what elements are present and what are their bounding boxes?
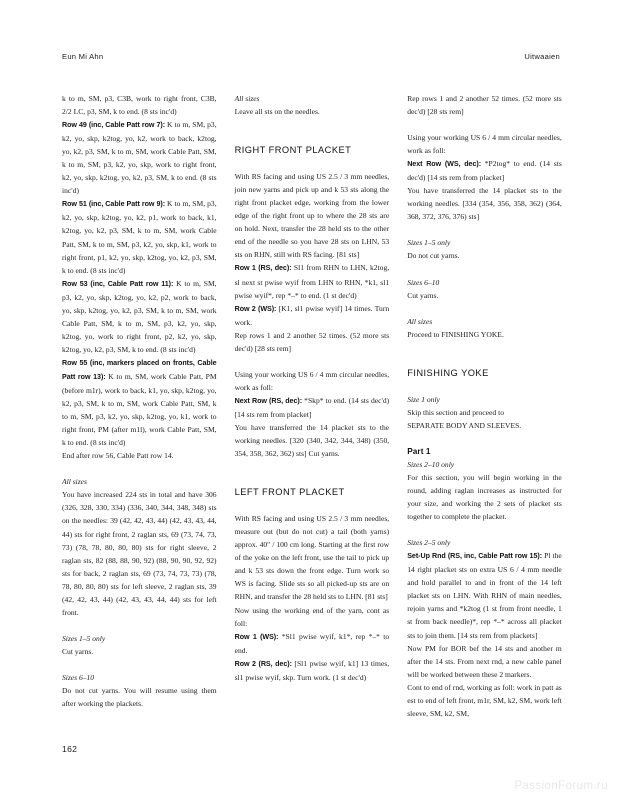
row-49-instruction <box>62 118 217 197</box>
left-placket-intro: With RS facing and using US 2.5 / 3 mm needles, measure out (but do not cut) a tail (both yarns) approx. 40" / 100 cm long. Starting at the first row of the yoke on the left front, use the tail to pick up and k 53 sts down the front edge. Turn work so WS is facing. Slide sts so all picked-up sts are on RHN, and transfer the 28 held sts to LHN. [81 sts] <box>234 514 390 602</box>
watermark: PassionForum.ru <box>514 780 608 792</box>
sizes-1-5-label: Sizes 1–5 only <box>62 633 106 643</box>
next-row-label: Next Row (WS, dec): <box>407 160 482 169</box>
page-number: 162 <box>62 744 78 754</box>
right-placket-next-row <box>235 394 390 421</box>
next-row-text: *P2tog* to end. (14 sts dec'd) [14 sts rem from placket] <box>407 159 562 183</box>
row-1-text: Sl1 from RHN to LHN, k2tog, sl next st pwise wyif from LHN to RHN, *k1, sl1 pwise wyif*, rep *–* to end. (1 st dec'd) <box>234 263 390 300</box>
right-placket-needle-note: Using your working US 6 / 4 mm circular needles, work as foll: <box>234 369 390 392</box>
left-placket-transfer-note: You have transferred the 14 placket sts to the working needles. [334 (354, 356, 358, 362) (364, 368, 372, 376, 376) sts] <box>407 186 562 222</box>
end-after-row-note: End after row 56, Cable Patt row 14. <box>62 451 174 461</box>
row-53-instruction <box>62 277 217 356</box>
next-row-label: Next Row (RS, dec): <box>234 396 303 405</box>
heading-right-front-placket: RIGHT FRONT PLACKET <box>234 145 352 156</box>
spacer <box>235 118 390 144</box>
left-placket-next-row <box>407 157 562 184</box>
left-placket-working-end-note: Now using the working end of the yarn, cont as foll: <box>234 605 390 628</box>
right-placket-row-1 <box>235 261 390 301</box>
row-55-label: Row 55 (inc, markers placed on fronts, Cable Patt row 13): <box>62 358 217 381</box>
row-55-text: K to m, SM, work Cable Patt, PM (before m1r), work to back, k1, yo, skp, k2tog, yo, k2, p3, SM, k to m, SM, work Cable Patt, SM, k to m, SM, p3, k2, yo, skp, k2tog, yo, k1, work to right front, PM (after m1l), work Cable Patt, SM, k to end. (8 sts inc'd) <box>62 371 217 448</box>
row-2-label: Row 2 (WS): <box>234 304 277 313</box>
row-49-text: K to m, SM, p3, k2, yo, skp, k2tog, yo, k2, work to back, k2tog, yo, k2, p3, SM, k to m, SM, work Cable Patt, SM, k to m, SM, p3, k2, yo, skp, work to right front, k2, yo, skp, k2tog, yo, k2, p3, SM, k to end. (8 sts inc'd) <box>62 120 217 196</box>
running-head-author: Eun Mi Ahn <box>62 51 104 61</box>
all-sizes-label: All sizes <box>234 94 260 103</box>
paragraph-continuation: k to m, SM, p3, C3B, work to right front, C3B, 2/2 LC, p3, SM, k to end. (8 sts inc'd) <box>62 94 217 117</box>
right-placket-transfer-note: You have transferred the 14 placket sts to the working needles. [320 (340, 342, 344, 348) (350, 354, 358, 362, 362) sts] Cut yarns. <box>234 422 390 459</box>
heading-part-1: Part 1 <box>407 446 431 456</box>
spacer <box>407 432 562 445</box>
spacer <box>407 341 562 367</box>
sizes-1-5-label: Sizes 1–5 only <box>407 238 451 248</box>
set-up-round-instruction <box>407 549 562 641</box>
all-sizes-instruction: Proceed to FINISHING YOKE. <box>407 329 504 339</box>
running-head-title: Uitwaaien <box>524 51 560 61</box>
spacer <box>62 462 217 475</box>
row-2-label: Row 2 (RS, dec): <box>234 659 292 668</box>
row-1-text: *Sl1 pwise wyif, k1*, rep *–* to end. <box>234 631 390 655</box>
spacer <box>407 302 562 315</box>
sizes-2-5-label: Sizes 2–5 only <box>407 538 451 548</box>
sizes-6-10-label: Sizes 6–10 <box>407 277 440 287</box>
column-1 <box>62 92 217 732</box>
sizes-1-5-instruction: Cut yarns. <box>62 646 94 656</box>
spacer <box>407 223 562 236</box>
continue-to-end-note: Cont to end of rnd, working as foll: work in patt as est to end of left front, m1r, SM, k2, SM, work left sleeve, SM, k2, SM, <box>407 682 562 718</box>
row-51-label: Row 51 (inc, Cable Patt row 9): <box>62 200 166 209</box>
column-2 <box>235 92 390 732</box>
sizes-2-10-label: Sizes 2–10 only <box>407 459 455 469</box>
sizes-2-10-instruction: For this section, you will begin working in the round, adding raglan increases as instructed for your size, and working the 2 sets of placket sts together to complete the placket. <box>407 472 562 522</box>
row-51-instruction <box>62 197 217 276</box>
size-1-skip-target: SEPARATE BODY AND SLEEVES. <box>407 420 522 430</box>
next-row-text: *Skp* to end. (14 sts dec'd) [14 sts rem from placket] <box>234 395 390 419</box>
spacer <box>407 380 562 393</box>
spacer <box>407 263 562 276</box>
all-sizes-stitch-counts: You have increased 224 sts in total and have 306 (326, 328, 330, 334) (336, 340, 344, 348, 348) sts on the needles: 39 (42, 42, 43, 44) (42, 43, 43, 44, 44) sts for right front, 2 raglan sts, 69 (73, 74, 73, 73) (78, 78, 80, 80, 80) sts for right sleeve, 2 raglan sts, 82 (88, 88, 90, 92) (88, 90, 90, 92, 92) sts for back, 2 raglan sts, 69 (73, 74, 73, 73) (78, 78, 80, 80, 80) sts for left sleeve, 2 raglan sts, 39 (42, 42, 43, 44) (42, 43, 43, 44, 44) sts for left front. <box>62 490 217 617</box>
row-2-text: [Sl1 pwise wyif, k1] 13 times, sl1 pwise wyif, skp. Turn work. (1 st dec'd) <box>234 658 390 682</box>
spacer <box>62 658 217 671</box>
left-placket-row-1 <box>235 630 390 657</box>
column-3 <box>407 92 562 732</box>
sizes-6-10-instruction: Cut yarns. <box>407 290 439 300</box>
row-1-label: Row 1 (WS): <box>234 632 279 641</box>
spacer <box>407 118 562 131</box>
row-2-text: [K1, sl1 pwise wyif] 14 times. Turn work. <box>234 303 390 327</box>
left-placket-row-2 <box>235 657 390 684</box>
spacer <box>235 499 390 512</box>
row-51-text: K to m, SM, p3, k2, yo, skp, k2tog, yo, k2, p1, work to back, k1, k2tog, yo, k2, p3, SM, k to m, SM, work Cable Patt, SM, k to m, SM, p3, k2, yo, skp, k1, work to right front, p1, k2, yo, skp, k2tog, yo, k2, p3, SM, k to end. (8 sts inc'd) <box>62 199 217 275</box>
left-placket-repeat: Rep rows 1 and 2 another 52 times. (52 more sts dec'd) [28 sts rem] <box>407 94 562 117</box>
row-1-label: Row 1 (RS, dec): <box>234 264 292 273</box>
size-1-label: Size 1 only <box>407 394 440 404</box>
all-sizes-label: All sizes <box>62 477 87 487</box>
right-placket-intro: With RS facing and using US 2.5 / 3 mm needles, join new yarns and pick up and k 53 sts along the right front placket edge, working from the lower edge of the right front up to where the 28 sts are on hold. Next, transfer the 28 held sts to the other end of the needle so you have 28 sts on LHN, 53 sts on RHN, still with RS facing. [81 sts] <box>234 172 390 260</box>
all-sizes-instruction: Leave all sts on the needles. <box>234 107 320 117</box>
heading-left-front-placket: LEFT FRONT PLACKET <box>234 487 345 498</box>
size-1-skip-note: Skip this section and proceed to <box>407 407 505 417</box>
sizes-1-5-instruction: Do not cut yarns. <box>407 251 460 261</box>
spacer <box>235 460 390 486</box>
sizes-6-10-instruction: Do not cut yarns. You will resume using them after working the plackets. <box>62 685 217 709</box>
row-53-text: K to m, SM, p3, k2, yo, skp, k2tog, yo, k2, p2, work to back, yo, skp, k2tog, yo, k2, p3, SM, k to m, SM, work Cable Patt, SM, k to m, SM, p3, k2, yo, skp, k2tog, yo, work to right front, p2, k2, yo, skp, k2tog, yo, k2, p3, SM, k to end. (8 sts inc'd) <box>62 278 217 354</box>
spacer <box>235 157 390 170</box>
left-placket-needle-note: Using your working US 6 / 4 mm circular needles, work as foll: <box>407 133 562 156</box>
spacer <box>62 619 217 632</box>
all-sizes-label: All sizes <box>407 316 433 326</box>
right-placket-repeat: Rep rows 1 and 2 another 52 times. (52 more sts dec'd) [28 sts rem] <box>234 330 390 353</box>
spacer <box>407 523 562 536</box>
row-49-label: Row 49 (inc, Cable Patt row 7): <box>62 121 166 130</box>
text-columns <box>62 92 562 732</box>
row-53-label: Row 53 (inc, Cable Patt row 11): <box>62 279 174 288</box>
marker-placement-note: Now PM for BOR bef the 14 sts and another m after the 14 sts. From next rnd, a new cable panel will be worked between these 2 markers. <box>407 643 562 679</box>
heading-finishing-yoke: FINISHING YOKE <box>407 367 489 378</box>
sizes-6-10-label: Sizes 6–10 <box>62 672 95 682</box>
row-55-instruction <box>62 356 217 449</box>
running-head <box>62 50 560 62</box>
spacer <box>235 355 390 368</box>
right-placket-row-2 <box>235 302 390 329</box>
set-up-round-label: Set-Up Rnd (RS, inc, Cable Patt row 15): <box>407 552 543 561</box>
set-up-round-text: Pl the 14 right placket sts on extra US 6 / 4 mm needle and hold parallel to and in front of the 14 left placket sts on LHN. With RHN of main needles, rejoin yarns and *k2tog (1 st from front needle, 1 st from back needle)*, rep *–* across all placket sts to join them. [14 sts rem from plackets] <box>407 551 562 640</box>
